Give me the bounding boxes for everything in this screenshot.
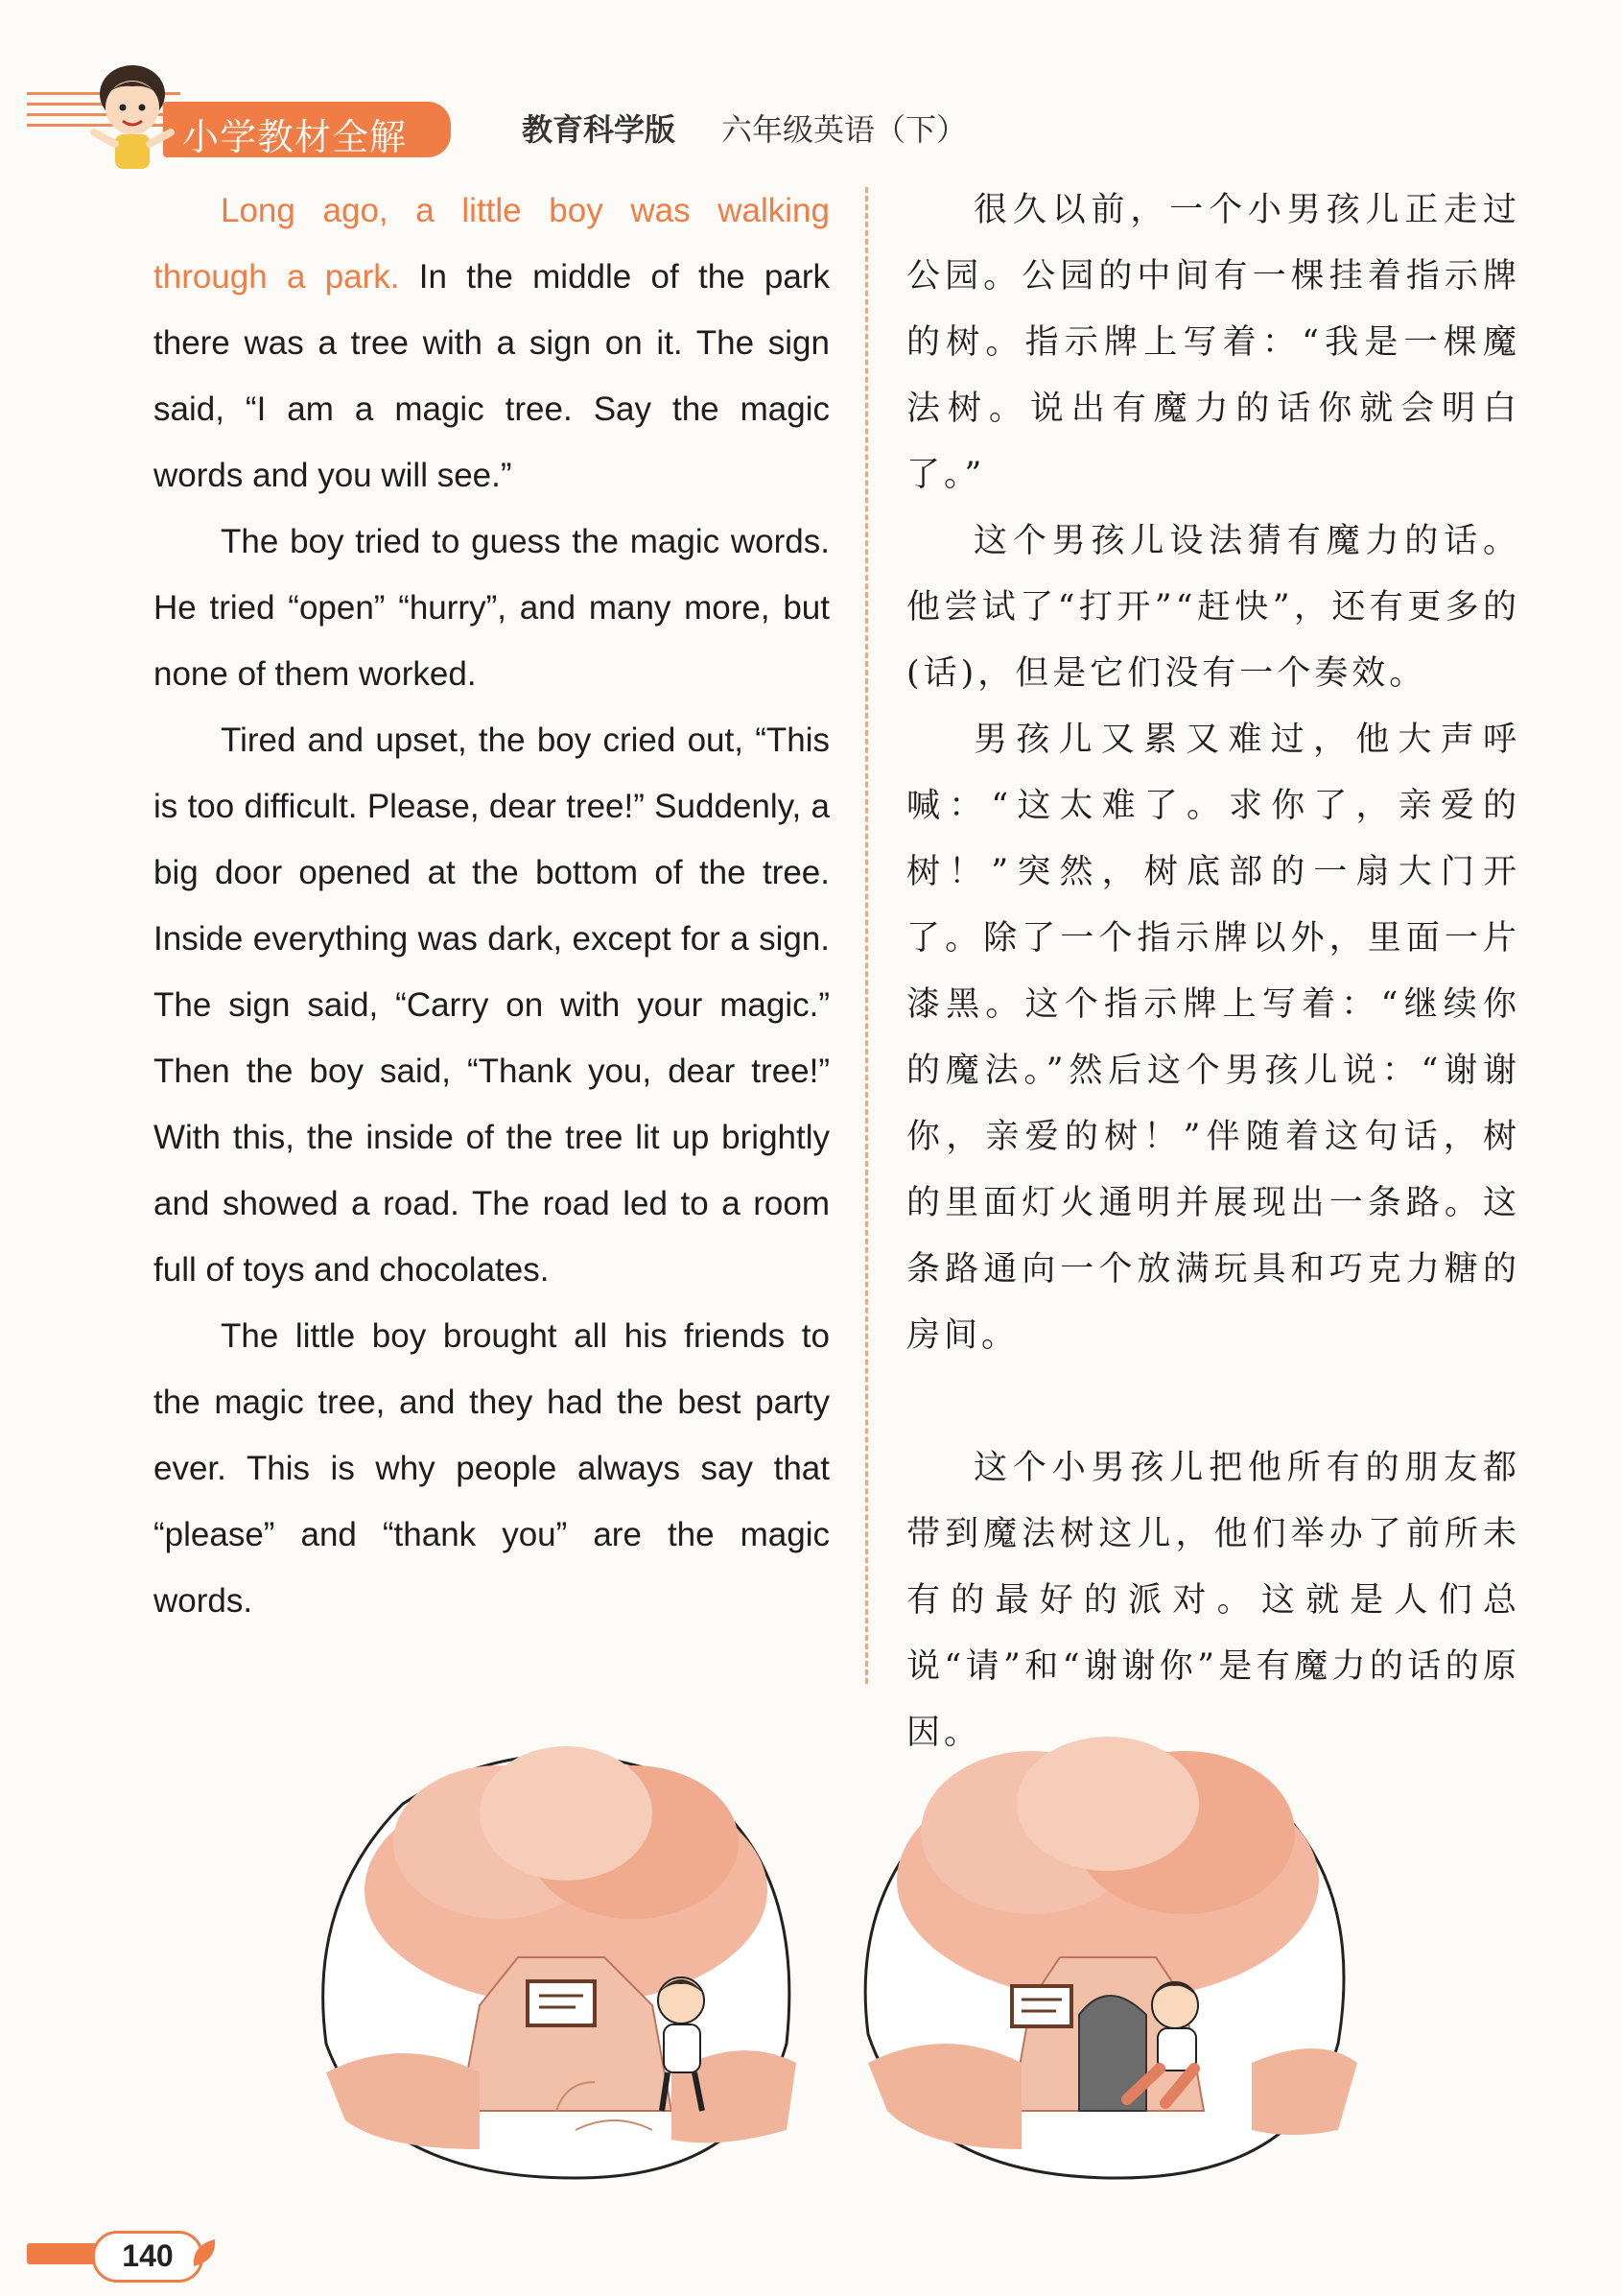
series-title: 小学教材全解 xyxy=(182,116,408,158)
english-paragraph-2: The boy tried to guess the magic words. He tried “open” “hurry”, and many more, but none of them worked. xyxy=(153,523,830,693)
sign-board-icon xyxy=(528,1981,595,2025)
chinese-paragraph-2: 这个男孩儿设法猜有魔力的话。他尝试了“打开”“赶快”，还有更多的(话)，但是它们没有一个奏效。 xyxy=(906,522,1520,693)
boy-mascot-icon xyxy=(75,58,190,182)
column-divider xyxy=(865,187,868,1684)
chinese-paragraph-1: 很久以前，一个小男孩儿正走过公园。公园的中间有一棵挂着指示牌的树。指示牌上写着：“我是一棵魔法树。说出有魔力的话你就会明白了。” xyxy=(906,191,1520,494)
edition-label: 教育科学版 xyxy=(522,111,676,148)
english-paragraph-1 xyxy=(153,178,830,509)
grade-label: 六年级英语（下） xyxy=(721,111,968,148)
chinese-paragraph-4: 这个小男孩儿把他所有的朋友都带到魔法树这儿，他们举办了前所未有的最好的派对。这就是人们总说“请”和“谢谢你”是有魔力的话的原因。 xyxy=(906,1449,1520,1752)
page-number: 140 xyxy=(92,2231,203,2283)
illustration-boy-at-tree xyxy=(288,1727,825,2188)
chinese-paragraph-3: 男孩儿又累又难过，他大声呼喊：“这太难了。求你了，亲爱的树！”突然，树底部的一扇大门开了。除了一个指示牌以外，里面一片漆黑。这个指示牌上写着：“继续你的魔法。”然后这个男孩儿说：“谢谢你，亲爱的树！”伴随着这句话，树的里面灯火通明并展现出一条路。这条路通向一个放满玩具和巧克力糖的房间。 xyxy=(906,721,1520,1355)
leaf-icon xyxy=(190,2236,219,2270)
highlighted-sentence: Long ago, a little boy was walking through a park. xyxy=(153,192,830,296)
paragraph-gap xyxy=(906,1369,1520,1435)
page-header xyxy=(0,58,1622,163)
english-paragraph-4: The little boy brought all his friends to the magic tree, and they had the best party ever. This is why people always say that “please” and “thank you” are the magic words. xyxy=(153,1317,830,1620)
english-column xyxy=(153,178,830,1634)
chinese-column xyxy=(906,178,1520,1766)
english-paragraph-3: Tired and upset, the boy cried out, “This is too difficult. Please, dear tree!” Suddenly, a big door opened at the bottom of the tree. Inside everything was dark, except for a sign. The sign said, “Carry on with your magic.” Then the boy said, “Thank you, dear tree!” With this, the inside of the tree lit up brightly and showed a road. The road led to a room full of toys and chocolates. xyxy=(153,722,830,1289)
illustration-tree-door-open xyxy=(839,1727,1376,2188)
sign-board-icon xyxy=(1012,1986,1071,2026)
english-paragraph-1-rest: In the middle of the park there was a tree with a sign on it. The sign said, “I am a magic tree. Say the magic words and you will see.” xyxy=(153,258,830,494)
